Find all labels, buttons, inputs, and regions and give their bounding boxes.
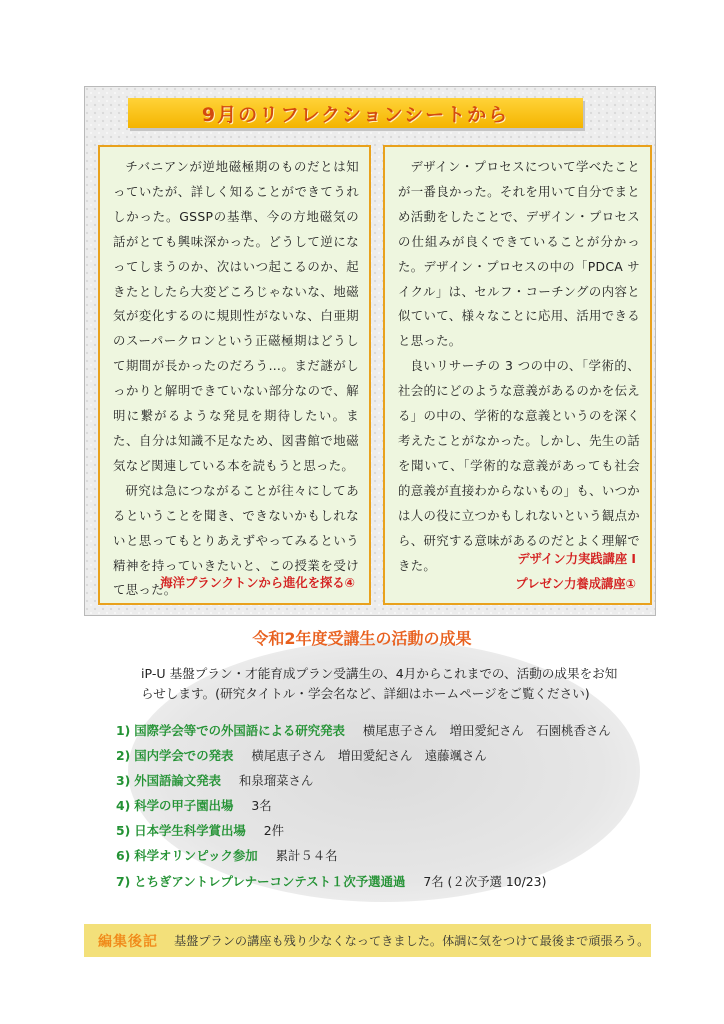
reflection-right-paragraph: デザイン・プロセスについて学べたことが一番良かった。それを用いて自分でまとめ活動をしたことで、デザイン・プロセスの仕組みが良くできていることが分かった。デザイン・プロセスの中の「PDCA サイクル」は、セルフ・コーチングの内容と似ていて、様々なことに応用、活用できると思った。 xyxy=(398,159,640,349)
achievement-detail: 3名 xyxy=(251,798,272,814)
achievement-category: 科学の甲子園出場 xyxy=(134,798,234,814)
achievement-item xyxy=(116,872,611,897)
achievement-detail: 横尾恵子さん 増田愛紀さん 石園桃香さん xyxy=(362,723,611,738)
achievement-category: 国内学会での発表 xyxy=(134,748,234,764)
achievement-detail: 2件 xyxy=(263,823,284,839)
achievement-item xyxy=(116,721,611,746)
achievement-category: とちぎアントレプレナーコンテスト１次予選通過 xyxy=(134,873,406,889)
achievement-detail: 7名 (２次予選 10/23) xyxy=(423,873,547,889)
postscript-label: 編集後記 xyxy=(98,933,158,950)
reflection-title: 9月のリフレクションシートから xyxy=(201,103,510,126)
reflection-card-right xyxy=(383,145,652,605)
achievement-category: 日本学生科学賞出場 xyxy=(134,823,246,839)
reflection-right-signature-2: プレゼン力養成講座① xyxy=(515,577,636,591)
reflection-title-banner xyxy=(128,98,583,128)
achievement-number: 5) xyxy=(116,823,131,839)
achievements-list xyxy=(116,721,611,897)
postscript-text: 基盤プランの講座も残り少なくなってきました。体調に気をつけて最後まで頑張ろう。 xyxy=(174,934,650,948)
achievements-title: 令和2年度受講生の活動の成果 xyxy=(252,629,472,648)
achievement-number: 2) xyxy=(116,748,131,764)
achievement-number: 7) xyxy=(116,873,131,889)
achievement-category: 科学オリンピック参加 xyxy=(134,848,258,864)
achievement-number: 6) xyxy=(116,848,131,864)
achievement-detail: 累計５４名 xyxy=(275,848,338,864)
reflection-left-signature: 海洋プランクトンから進化を探る④ xyxy=(160,576,355,590)
achievement-item xyxy=(116,771,611,796)
achievement-number: 1) xyxy=(116,723,131,738)
achievement-category: 国際学会等での外国語による研究発表 xyxy=(134,723,345,738)
reflection-right-signature-1: デザイン力実践講座 I xyxy=(517,552,636,566)
reflection-left-paragraph: 研究は急につながることが往々にしてあるということを聞き、できないかもしれないと思ってもとりあえずやってみるという精神を持っていきたいと、この授業を受けて思った。 xyxy=(113,482,359,598)
reflection-left-paragraph: チバニアンが逆地磁極期のものだとは知っていたが、詳しく知ることができてうれしかった。GSSPの基準、今の方地磁気の話がとても興味深かった。どうして逆になってしまうのか、次はいつ起こるのか、起きたとしたら大変どころじゃないな、地磁気が変化するのに規則性がないな、白亜期のスーパークロンという正磁極期はどうして期間が長かったのだろう…。まだ謎がしっかりと解明できていない部分なので、解明に繋がるような発見を期待したい。また、自分は知識不足なため、図書館で地磁気など関連している本を読もうと思った。 xyxy=(113,159,359,473)
achievement-number: 4) xyxy=(116,798,131,814)
achievement-item xyxy=(116,846,611,871)
achievement-item xyxy=(116,821,611,846)
reflection-right-paragraph: 良いリサーチの 3 つの中の、「学術的、社会的にどのような意義があるのかを伝える」の中の、学術的な意義というのを深く考えたことがなかった。しかし、先生の話を聞いて、「学術的な意義があっても社会的意義が直接わからないもの」も、いつかは人の役に立つかもしれないという観点から、研究する意味があるのだとよく理解できた。 xyxy=(398,358,640,573)
editors-postscript xyxy=(84,924,651,957)
achievement-number: 3) xyxy=(116,773,131,789)
achievement-item xyxy=(116,746,611,771)
achievement-category: 外国語論文発表 xyxy=(134,773,221,789)
achievement-detail: 和泉瑠菜さん xyxy=(238,773,314,789)
achievement-item xyxy=(116,796,611,821)
reflection-card-left xyxy=(98,145,371,605)
achievements-intro: iP-U 基盤プラン・才能育成プラン受講生の、4月からこれまでの、活動の成果をお知らせします。(研究タイトル・学会名など、詳細はホームページをご覧ください) xyxy=(141,666,618,701)
achievement-detail: 横尾恵子さん 増田愛紀さん 遠藤颯さん xyxy=(251,748,487,764)
